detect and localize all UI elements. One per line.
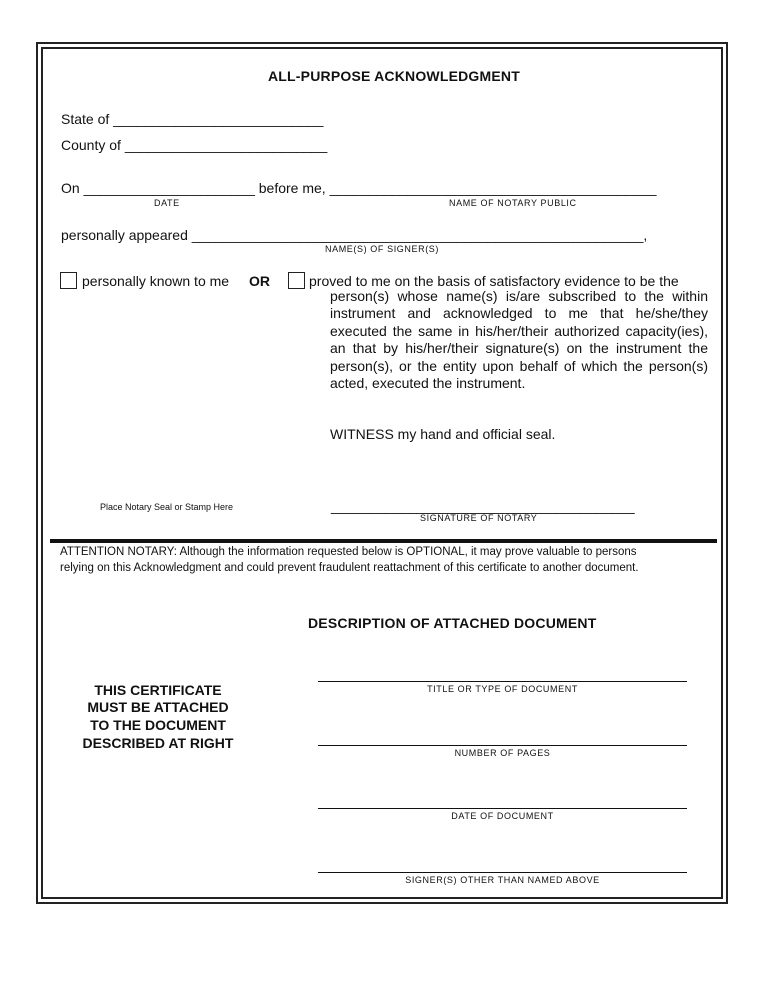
- notary-signature-line[interactable]: _______________________________________: [331, 498, 635, 514]
- title-caption: TITLE OR TYPE OF DOCUMENT: [427, 684, 578, 694]
- other-signers-caption: SIGNER(S) OTHER THAN NAMED ABOVE: [405, 875, 600, 885]
- section-divider: [50, 539, 717, 543]
- pages-field-line[interactable]: [318, 745, 687, 746]
- certificate-line-4: DESCRIBED AT RIGHT: [82, 735, 234, 751]
- or-label: OR: [249, 273, 270, 289]
- form-title: ALL-PURPOSE ACKNOWLEDGMENT: [267, 68, 520, 84]
- inner-border: [41, 47, 723, 899]
- date-caption: DATE: [154, 198, 180, 208]
- attention-line-1: ATTENTION NOTARY: Although the information requested below is OPTIONAL, it may prove valuable to persons: [60, 546, 637, 558]
- signature-caption: SIGNATURE OF NOTARY: [420, 513, 538, 523]
- certificate-line-3: TO THE DOCUMENT: [90, 717, 226, 733]
- proved-checkbox[interactable]: [288, 272, 305, 289]
- signer-caption: NAME(S) OF SIGNER(S): [325, 244, 440, 254]
- known-label: personally known to me: [82, 273, 230, 289]
- county-field[interactable]: County of __________________________: [61, 137, 328, 153]
- document-date-caption: DATE OF DOCUMENT: [451, 811, 554, 821]
- pages-caption: NUMBER OF PAGES: [454, 748, 551, 758]
- notary-name-caption: NAME OF NOTARY PUBLIC: [449, 198, 577, 208]
- title-field-line[interactable]: [318, 681, 687, 682]
- proved-first-line: proved to me on the basis of satisfactory evidence to be the: [309, 273, 679, 289]
- certificate-line-1: THIS CERTIFICATE: [94, 682, 222, 698]
- proved-body: person(s) whose name(s) is/are subscribed to the within instrument and acknowledged to me that he/she/they executed the same in his/her/their authorized capacity(ies), an that by his/her/their signature(s) on the instrument the person(s), or the entity upon behalf of which the person(s) acted, executed the instrument.: [330, 288, 708, 392]
- date-notary-line[interactable]: On ______________________ before me, __________________________________________: [61, 180, 657, 196]
- attention-line-2: relying on this Acknowledgment and could prevent fraudulent reattachment of this certificate to another document.: [60, 562, 639, 574]
- witness-statement: WITNESS my hand and official seal.: [330, 426, 556, 442]
- seal-placeholder: Place Notary Seal or Stamp Here: [100, 502, 234, 512]
- known-checkbox[interactable]: [60, 272, 77, 289]
- certificate-line-2: MUST BE ATTACHED: [87, 699, 229, 715]
- other-signers-field-line[interactable]: [318, 872, 687, 873]
- state-field[interactable]: State of ___________________________: [61, 111, 324, 127]
- date-field-line[interactable]: [318, 808, 687, 809]
- signer-line[interactable]: personally appeared __________________________________________________________,: [61, 227, 648, 243]
- description-heading: DESCRIPTION OF ATTACHED DOCUMENT: [308, 615, 597, 631]
